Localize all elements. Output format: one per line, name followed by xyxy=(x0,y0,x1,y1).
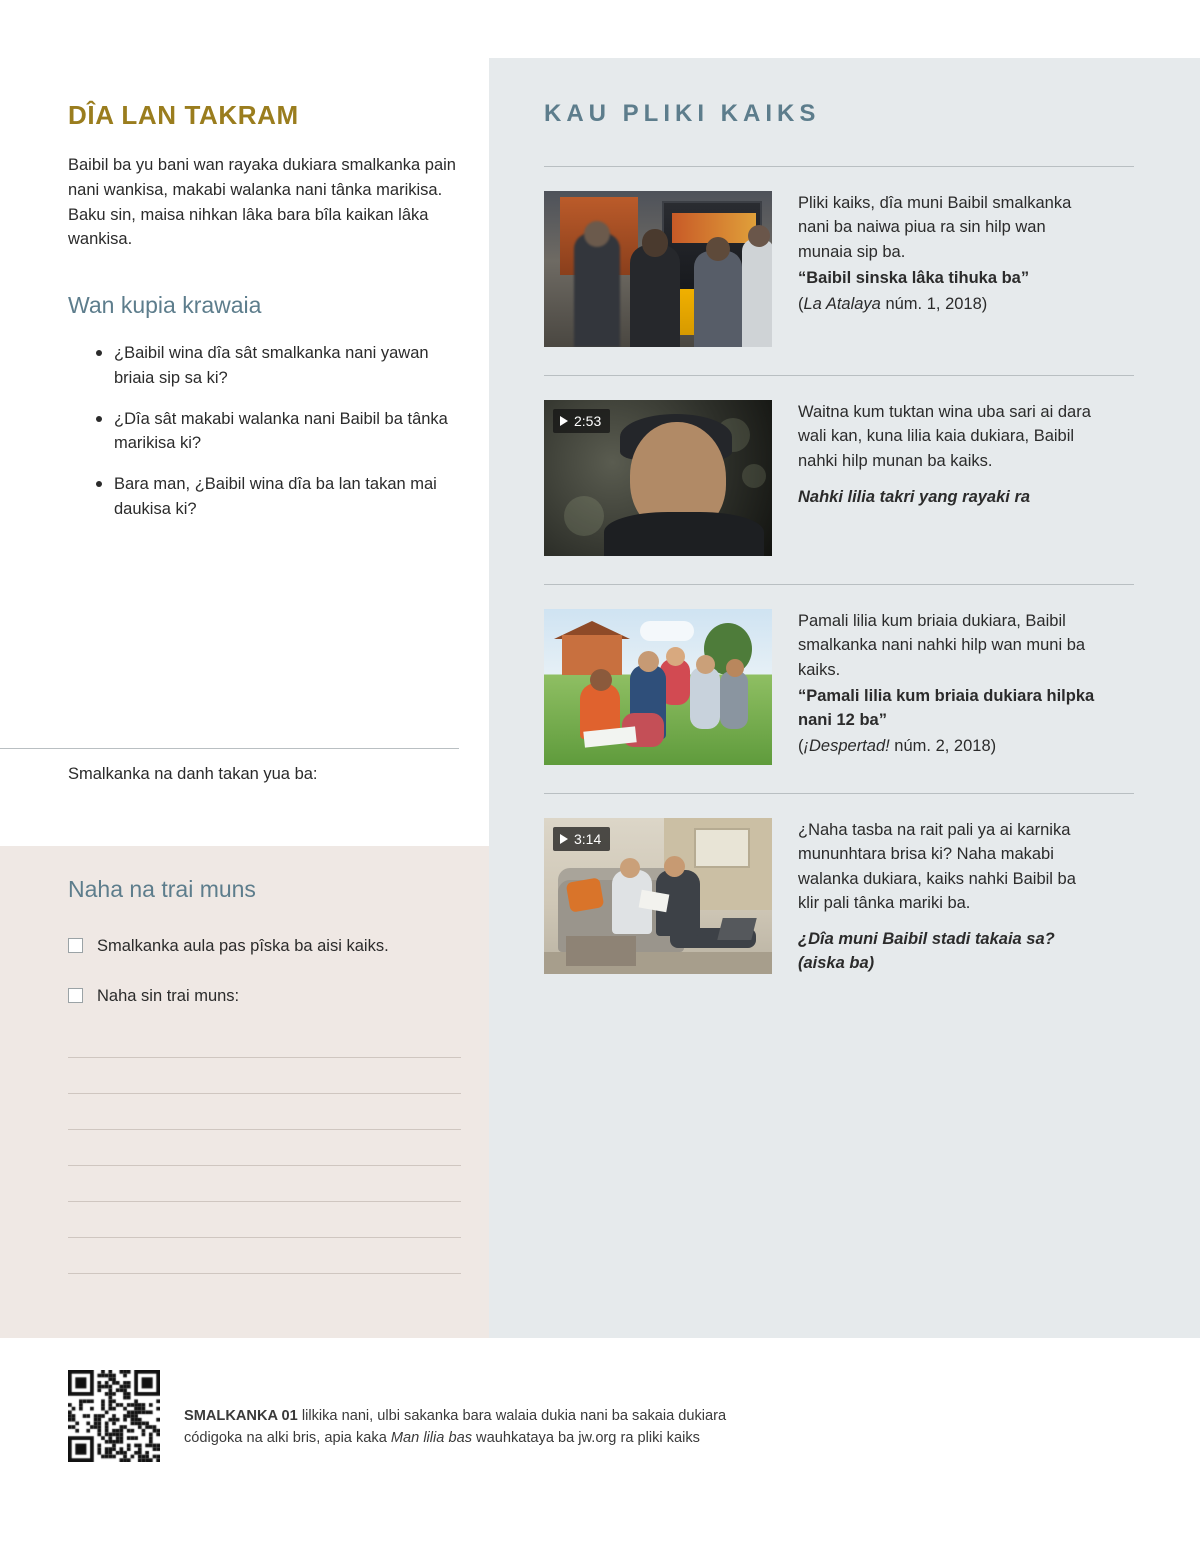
decor-shape xyxy=(742,239,772,347)
publication-source: (¡Despertad! núm. 2, 2018) xyxy=(798,737,997,756)
write-line[interactable] xyxy=(68,1057,461,1058)
decor-shape xyxy=(696,655,715,674)
decor-shape xyxy=(726,659,744,677)
checklist-heading: Naha na trai muns xyxy=(68,876,256,902)
question-list xyxy=(68,341,468,522)
decor-shape xyxy=(742,464,766,488)
resource-entry[interactable] xyxy=(544,375,1134,556)
decor-shape xyxy=(638,651,659,672)
checkbox-icon[interactable] xyxy=(68,988,83,1003)
decor-shape xyxy=(640,621,694,641)
play-icon xyxy=(560,834,568,844)
decor-shape xyxy=(666,647,685,666)
section-heading-reflection: Wan kupia krawaia xyxy=(68,292,262,319)
decor-shape xyxy=(564,496,604,536)
decor-shape xyxy=(604,512,764,556)
decor-shape xyxy=(748,225,770,247)
resource-description: Pliki kaiks, dîa muni Baibil smalkanka nani ba naiwa piua ra sin hilp wan munaia sip ba. xyxy=(798,194,1072,261)
decor-shape xyxy=(566,877,605,912)
decor-shape xyxy=(694,251,742,347)
left-column xyxy=(0,0,489,1338)
completion-date-label: Smalkanka na danh takan yua ba: xyxy=(68,765,318,783)
decor-shape xyxy=(620,858,640,878)
video-duration-badge[interactable] xyxy=(553,827,610,851)
qr-code-icon[interactable] xyxy=(68,1370,160,1462)
decor-shape xyxy=(630,245,680,347)
publication-name: ¡Despertad! xyxy=(803,737,890,756)
decor-shape xyxy=(590,669,612,691)
write-line[interactable] xyxy=(68,1273,461,1274)
list-item: ¿Baibil wina dîa sât smalkanka nani yawan briaia sip sa ki? xyxy=(96,341,456,391)
video-title: Nahki lilia takri yang rayaki ra xyxy=(798,487,1031,506)
decor-shape xyxy=(562,635,622,675)
write-line[interactable] xyxy=(68,1129,461,1130)
checklist-item-label: Smalkanka aula pas pîska ba aisi kaiks. xyxy=(97,937,389,955)
publication-issue: núm. 1, 2018 xyxy=(880,295,982,313)
decor-shape xyxy=(664,856,685,877)
resource-entry[interactable] xyxy=(544,793,1134,978)
checklist-item-2[interactable] xyxy=(68,985,464,1009)
decor-shape xyxy=(720,671,748,729)
video-duration-badge[interactable] xyxy=(553,409,610,433)
publication-issue: núm. 2, 2018 xyxy=(889,737,991,756)
list-item: Bara man, ¿Baibil wina dîa ba lan takan mai daukisa ki? xyxy=(96,472,456,522)
footer-text xyxy=(184,1370,744,1449)
decor-shape xyxy=(717,918,756,940)
video-title: ¿Dîa muni Baibil stadi takaia sa? (aiska ba) xyxy=(798,930,1055,973)
decor-shape xyxy=(584,221,610,247)
video-duration-label: 2:53 xyxy=(574,413,602,429)
publication-name: La Atalaya xyxy=(803,295,881,313)
resource-description: Pamali lilia kum briaia dukiara, Baibil smalkanka nani nahki hilp wan muni ba kaiks. xyxy=(798,612,1086,679)
resource-description: ¿Naha tasba na rait pali ya ai karnika mununhtara brisa ki? Naha makabi walanka dukiara, kaiks nahki Baibil ba klir pali tânka mariki ba. xyxy=(798,821,1076,912)
publication-title: “Pamali lilia kum briaia dukiara hilpka nani 12 ba” xyxy=(798,686,1095,729)
decor-shape xyxy=(706,237,730,261)
left-content xyxy=(68,100,468,538)
footer-publication-name: Man lilia bas xyxy=(390,1429,472,1446)
decor-shape xyxy=(574,233,620,347)
checkbox-icon[interactable] xyxy=(68,938,83,953)
decor-shape xyxy=(642,229,668,257)
couple-on-sofa-photo[interactable] xyxy=(544,818,772,974)
resource-entry[interactable] xyxy=(544,166,1134,347)
publication-title: “Baibil sinska lâka tihuka ba” xyxy=(798,268,1030,287)
footer-text-part-1: lilkika nani, ulbi sakanka bara walaia dukia nani ba sakaia dukiara códigoka na alki bris, apia kaka xyxy=(184,1408,727,1446)
resource-text xyxy=(798,400,1098,556)
kiosk-photo[interactable] xyxy=(544,191,772,347)
resource-text xyxy=(798,818,1098,978)
checklist-item-label: Naha sin trai muns: xyxy=(97,986,240,1005)
write-in-lines[interactable] xyxy=(68,1057,461,1309)
resource-text xyxy=(798,609,1098,765)
footer-text-part-2: wauhkataya ba jw.org ra pliki kaiks xyxy=(472,1429,700,1446)
checklist-content xyxy=(68,876,464,1035)
write-line[interactable] xyxy=(68,1237,461,1238)
right-column xyxy=(544,100,1134,978)
publication-source: (La Atalaya núm. 1, 2018) xyxy=(798,295,988,313)
family-illustration[interactable] xyxy=(544,609,772,765)
footer xyxy=(68,1370,748,1462)
intro-paragraph: Baibil ba yu bani wan rayaka dukiara smalkanka pain nani wankisa, makabi walanka nani tânka marikisa. Baku sin, maisa nihkan lâka bara bîla kaikan lâka wankisa. xyxy=(68,156,456,249)
divider xyxy=(0,748,459,749)
checklist-item-1[interactable] xyxy=(68,935,464,959)
write-line[interactable] xyxy=(68,1165,461,1166)
resource-description: Waitna kum tuktan wina uba sari ai dara wali kan, kuna lilia kaia dukiara, Baibil nahki hilp munan ba kaiks. xyxy=(798,403,1091,470)
page-title: DÎA LAN TAKRAM xyxy=(68,100,299,130)
write-line[interactable] xyxy=(68,1093,461,1094)
resource-text xyxy=(798,191,1098,347)
footer-lesson-label: SMALKANKA 01 xyxy=(184,1408,298,1424)
list-item: ¿Dîa sât makabi walanka nani Baibil ba tânka marikisa ki? xyxy=(96,407,456,457)
play-icon xyxy=(560,416,568,426)
decor-shape xyxy=(690,667,720,729)
video-duration-label: 3:14 xyxy=(574,831,602,847)
resource-entry[interactable] xyxy=(544,584,1134,765)
decor-shape xyxy=(694,828,750,868)
man-with-cap-photo[interactable] xyxy=(544,400,772,556)
write-line[interactable] xyxy=(68,1201,461,1202)
right-column-title: KAU PLIKI KAIKS xyxy=(544,100,821,127)
decor-shape xyxy=(566,936,636,966)
